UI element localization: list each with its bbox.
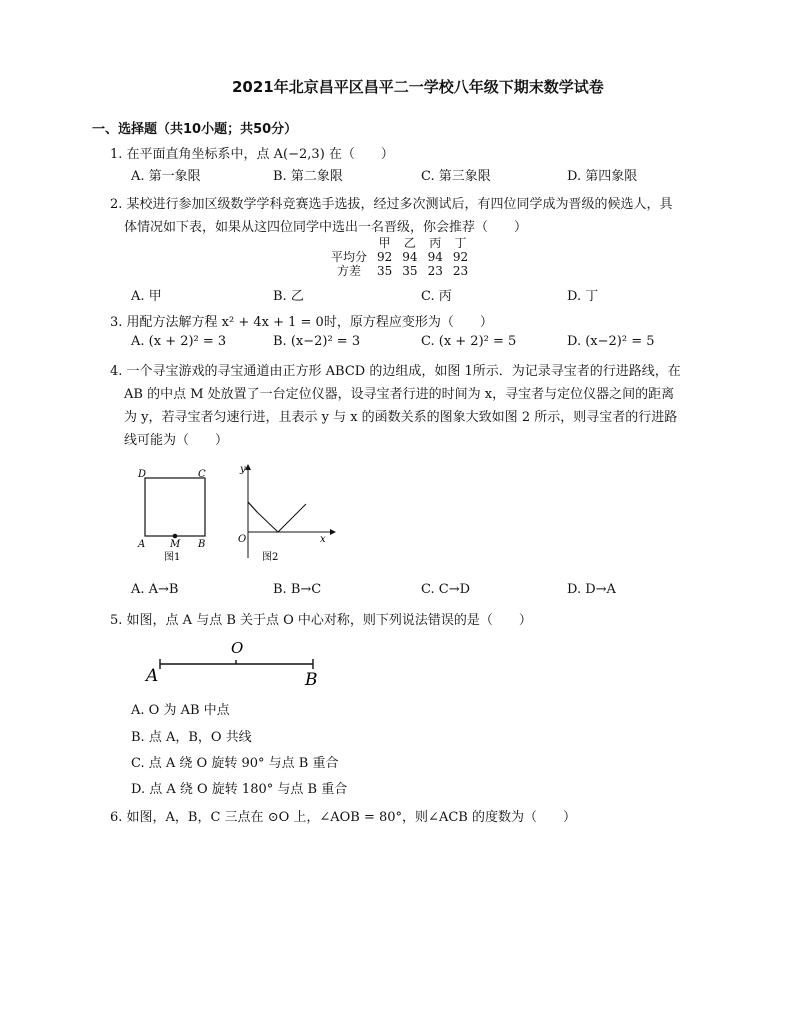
table-cell: 方差 xyxy=(337,264,362,278)
q4-figure2-graph xyxy=(228,460,338,565)
table-cell: 23 xyxy=(452,264,469,278)
table-cell: 92 xyxy=(377,250,393,264)
q1-option-a: A. 第一象限 xyxy=(131,169,201,184)
q2-line2: 体情况如下表，如果从这四位同学中选出一名晋级，你会推荐（ ） xyxy=(124,220,528,235)
table-row xyxy=(326,250,473,264)
q2-score-table xyxy=(326,236,473,278)
figure2-caption: 图2 xyxy=(262,552,279,563)
q2-option-a: A. 甲 xyxy=(131,289,162,304)
q4-option-d: D. D→A xyxy=(567,582,616,597)
q5-figure-segment xyxy=(140,636,330,688)
q4-option-c: C. C→D xyxy=(421,582,471,597)
q1-option-d: D. 第四象限 xyxy=(567,169,638,184)
vertex-label-a: A xyxy=(138,539,146,550)
table-cell: 35 xyxy=(377,264,393,278)
q2-option-c: C. 丙 xyxy=(421,289,452,304)
q5-option-c: C. 点 A 绕 O 旋转 90° 与点 B 重合 xyxy=(131,756,339,771)
section-heading: 一、选择题（共10小题；共50分） xyxy=(92,122,298,137)
table-header-cell xyxy=(326,236,372,250)
table-header-cell: 丁 xyxy=(454,236,467,250)
vertex-label-d: D xyxy=(138,469,147,480)
vertex-label-c: C xyxy=(198,469,206,480)
point-label-o: O xyxy=(231,639,244,657)
q2-option-b: B. 乙 xyxy=(273,289,304,304)
q5-option-a: A. O 为 AB 中点 xyxy=(131,703,230,718)
q3-option-b: B. (x−2)² = 3 xyxy=(273,334,361,349)
q1-option-c: C. 第三象限 xyxy=(421,169,491,184)
table-row xyxy=(326,264,473,278)
point-label-a: A xyxy=(146,666,159,686)
q4-line4: 线可能为（ ） xyxy=(124,433,229,448)
page-title: 2021年北京昌平区昌平二一学校八年级下期末数学试卷 xyxy=(232,78,604,96)
origin-label: O xyxy=(238,534,247,545)
q6-stem: 6. 如图，A，B，C 三点在 ⊙O 上，∠AOB = 80°，则∠ACB 的度数为（ ） xyxy=(110,810,576,825)
table-header-row xyxy=(326,236,473,250)
q2-option-d: D. 丁 xyxy=(567,289,599,304)
q5-option-b: B. 点 A，B，O 共线 xyxy=(131,730,252,745)
point-label-m: M xyxy=(170,539,181,550)
axis-label-x: x xyxy=(320,534,326,545)
q5-stem: 5. 如图，点 A 与点 B 关于点 O 中心对称，则下列说法错误的是（ ） xyxy=(110,613,532,628)
q4-figure1-square xyxy=(130,460,210,565)
figure1-caption: 图1 xyxy=(164,552,181,563)
table-cell: 94 xyxy=(427,250,443,264)
vertex-label-b: B xyxy=(198,539,206,550)
q3-option-d: D. (x−2)² = 5 xyxy=(567,334,655,349)
q1-option-b: B. 第二象限 xyxy=(273,169,343,184)
table-cell: 35 xyxy=(402,264,418,278)
table-cell: 94 xyxy=(402,250,418,264)
q4-option-b: B. B→C xyxy=(273,582,322,597)
q3-option-a: A. (x + 2)² = 3 xyxy=(131,334,227,349)
q4-line1: 4. 一个寻宝游戏的寻宝通道由正方形 ABCD 的边组成，如图 1所示．为记录寻宝者的行进路线，在 xyxy=(110,364,681,379)
q4-option-a: A. A→B xyxy=(131,582,179,597)
table-cell: 92 xyxy=(452,250,469,264)
q4-line2: AB 的中点 M 处放置了一台定位仪器，设寻宝者行进的时间为 x，寻宝者与定位仪器之间的距离 xyxy=(124,387,675,402)
table-header-cell: 乙 xyxy=(403,236,416,250)
q3-option-c: C. (x + 2)² = 5 xyxy=(421,334,517,349)
point-label-b: B xyxy=(305,670,318,688)
q2-line1: 2. 某校进行参加区级数学学科竞赛选手选拔，经过多次测试后，有四位同学成为晋级的候选人，具 xyxy=(110,197,673,212)
axis-label-y: y xyxy=(240,464,246,475)
table-cell: 23 xyxy=(427,264,443,278)
q3-stem: 3. 用配方法解方程 x² + 4x + 1 = 0时，原方程应变形为（ ） xyxy=(110,315,493,330)
table-header-cell: 甲 xyxy=(378,236,391,250)
q4-line3: 为 y，若寻宝者匀速行进，且表示 y 与 x 的函数关系的图象大致如图 2 所示，则寻宝者的行进路 xyxy=(124,410,678,425)
table-cell: 平均分 xyxy=(331,250,368,264)
q1-stem: 1. 在平面直角坐标系中，点 A(−2,3) 在（ ） xyxy=(110,147,394,162)
q5-option-d: D. 点 A 绕 O 旋转 180° 与点 B 重合 xyxy=(131,782,348,797)
table-header-cell: 丙 xyxy=(429,236,442,250)
